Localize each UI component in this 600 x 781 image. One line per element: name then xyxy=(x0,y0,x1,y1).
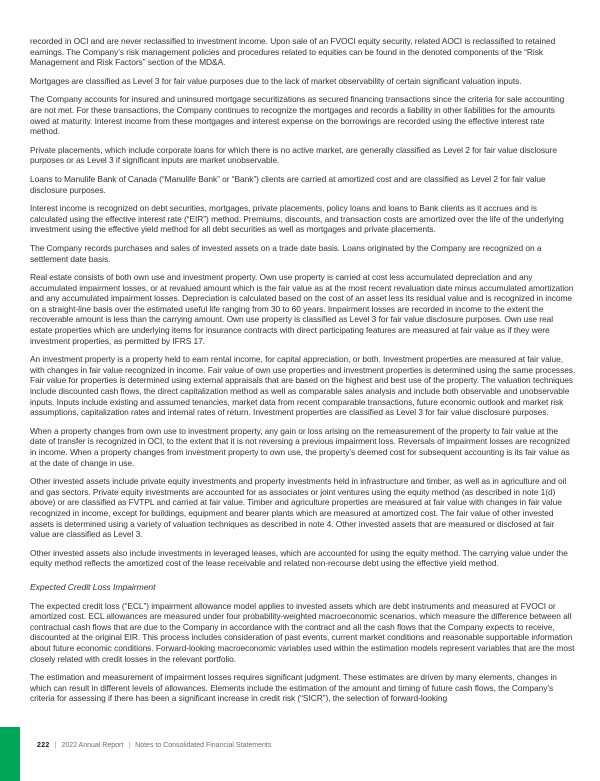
footer-separator: | xyxy=(128,742,131,749)
note-body-text xyxy=(30,36,576,712)
paragraph: Mortgages are classified as Level 3 for fair value purposes due to the lack of market observability of certain significant valuation inputs. xyxy=(30,75,522,86)
paragraph: The expected credit loss (“ECL”) impairment allowance model applies to invested assets which are debt instruments and measured at FVOCI or amortized cost. ECL allowances are measured under four probability-weighted macroeconomic scenarios, which measure the difference between all contractual cash flows that are due to the Company in accordance with the contract and all the cash flows that the Company expects to receive, discounted at the original EIR. This process includes consideration of past events, current market conditions and reasonable supportable information about future economic conditions. Forward-looking macroeconomic variables used within the estimation models represent variables that are the most closely related with credit losses in the relevant portfolio. xyxy=(30,600,575,664)
paragraph: Other invested assets also include investments in leveraged leases, which are accounted for using the equity method. The carrying value under the equity method reflects the amortized cost of the lease receivable and related non-recourse debt using the effective yield method. xyxy=(30,547,568,569)
footer-separator: | xyxy=(54,742,57,749)
paragraph: Interest income is recognized on debt securities, mortgages, private placements, policy loans and loans to Bank clients as it accrues and is calculated using the effective interest rate (“EIR”) method. Premiums, discounts, and transaction costs are amortized over the life of the underlying investment using the effective yield method for all debt securities as well as mortgages and private placements. xyxy=(30,203,564,235)
paragraph: recorded in OCI and are never reclassified to investment income. Upon sale of an FVOCI equity security, related AOCI is reclassified to retained earnings. The Company’s risk management policies and procedures related to equities can be found in the denoted components of the “Risk Management and Risk Factors” section of the MD&A. xyxy=(30,36,556,68)
paragraph: The Company accounts for insured and uninsured mortgage securitizations as secured financing transactions since the criteria for sale accounting are not met. For these transactions, the Company continues to recognize the mortgages and records a liability in other liabilities for the amounts owed at maturity. Interest income from these mortgages and interest expense on the borrowings are recorded using the effective interest rate method. xyxy=(30,94,565,137)
paragraph: Private placements, which include corporate loans for which there is no active market, are generally classified as Level 2 for fair value disclosure purposes or as Level 3 if significant inputs are market unobservable. xyxy=(30,144,557,166)
paragraph: The Company records purchases and sales of invested assets on a trade date basis. Loans originated by the Company are recognized on a settlement date basis. xyxy=(30,242,542,264)
paragraph: An investment property is a property held to earn rental income, for capital appreciation, or both. Investment properties are measured at fair value, with changes in fair value recognized in income. Fair value of own use properties and investment properties is determined using the same processes. Fair value for properties is determined using external appraisals that are based on the highest and best use of the property. The valuation techniques include discounted cash flows, the direct capitalization method as well as comparable sales analysis and include both observable and unobservable inputs. Inputs include existing and assumed tenancies, market data from recent comparable transactions, future economic outlook and market risk assumptions, capitalization rates and internal rates of return. Investment properties are classified as Level 3 for fair value disclosure purposes. xyxy=(30,354,576,418)
paragraph: When a property changes from own use to investment property, any gain or loss arising on the remeasurement of the property to fair value at the date of transfer is recognized in OCI, to the extent that it is not reversing a previous impairment loss. Reversals of impairment losses are recognized in income. When a property changes from investment property to own use, the property’s deemed cost for subsequent accounting is its fair value as at the date of change in use. xyxy=(30,425,570,468)
paragraph: The estimation and measurement of impairment losses requires significant judgment. These estimates are driven by many elements, changes in which can result in different levels of allowances. Elements include the estimation of the amount and timing of future cash flows, the Company’s criteria for assessing if there has been a significant increase in credit risk (“SICR”), the selection of forward-looking xyxy=(30,672,557,704)
paragraph: Real estate consists of both own use and investment property. Own use property is carried at cost less accumulated depreciation and any accumulated impairment losses, or at revalued amount which is the fair value as at the most recent revaluation date minus accumulated amortization and any accumulated impairment losses. Depreciation is calculated based on the cost of an asset less its residual value and is recognized in income on a straight-line basis over the estimated useful life ranging from 30 to 60 years. Impairment losses are recorded in income to the extent the recoverable amount is less than the carrying amount. Own use property is classified as Level 3 for fair value disclosure purposes. Own use real estate properties which are underlying items for insurance contracts with direct participating features are measured at fair value as if they were investment properties, as permitted by IFRS 17. xyxy=(30,272,574,346)
footer-report-title: 2022 Annual Report xyxy=(61,742,124,749)
paragraph: Other invested assets include private equity investments and property investments held in infrastructure and timber, as well as in agriculture and oil and gas sectors. Private equity investments are accounted for as associates or joint ventures using the equity method (as described in note 1(d) above) or are classified as FVTPL and carried at fair value. Timber and agriculture properties are measured at fair value with changes in fair value recognized in income, except for buildings, equipment and bearer plants which are measured at amortized cost. The fair value of other invested assets is determined using a variety of valuation techniques as described in note 4. Other invested assets that are measured or disclosed at fair value are classified as Level 3. xyxy=(30,476,567,540)
page-number: 222 xyxy=(37,742,50,749)
footer-section-title: Notes to Consolidated Financial Statements xyxy=(135,742,272,749)
subheading-expected-credit-loss-impairment: Expected Credit Loss Impairment xyxy=(30,581,156,592)
paragraph: Loans to Manulife Bank of Canada (“Manulife Bank” or “Bank”) clients are carried at amortized cost and are classified as Level 2 for fair value disclosure purposes. xyxy=(30,173,546,195)
footer-accent-bar xyxy=(0,727,20,781)
page-footer xyxy=(37,741,271,750)
